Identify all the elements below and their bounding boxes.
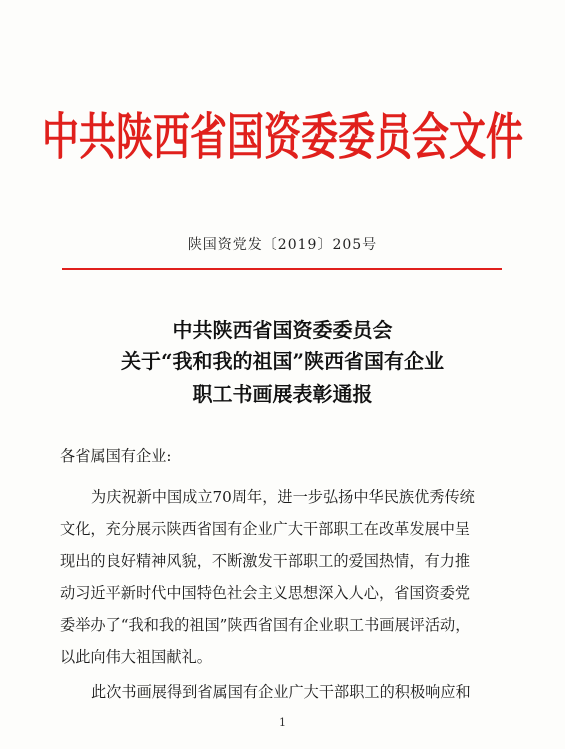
- paragraph-1-line: 为庆祝新中国成立70周年，进一步弘扬中华民族优秀传统: [91, 488, 475, 506]
- paragraph-1: [60, 481, 512, 673]
- paragraph-1-line: 委举办了“我和我的祖国”陕西省国有企业职工书画展评活动，: [60, 616, 471, 634]
- red-divider-rule: [62, 268, 502, 270]
- paragraph-1-line: 以此向伟大祖国献礼。: [60, 648, 212, 666]
- document-number: 陕国资党发〔2019〕205号: [187, 237, 378, 253]
- issuer-header: 中共陕西省国资委委员会文件: [42, 106, 523, 167]
- paragraph-1-line: 动习近平新时代中国特色社会主义思想深入人心，省国资委党: [60, 584, 471, 602]
- paragraph-2: [60, 681, 512, 713]
- document-title-line-1: 中共陕西省国资委委员会: [172, 318, 393, 342]
- paragraph-2-line: 此次书画展得到省属国有企业广大干部职工的积极响应和: [91, 683, 471, 701]
- paragraph-1-line: 文化，充分展示陕西省国有企业广大干部职工在改革发展中呈: [60, 520, 471, 538]
- document-title-line-3: 职工书画展表彰通报: [192, 382, 373, 406]
- salutation: 各省属国有企业:: [60, 447, 172, 465]
- paragraph-1-line: 现出的良好精神风貌，不断激发干部职工的爱国热情，有力推: [60, 552, 471, 570]
- page-number: 1: [279, 716, 286, 729]
- document-title-line-2: 关于“我和我的祖国”陕西省国有企业: [120, 349, 444, 373]
